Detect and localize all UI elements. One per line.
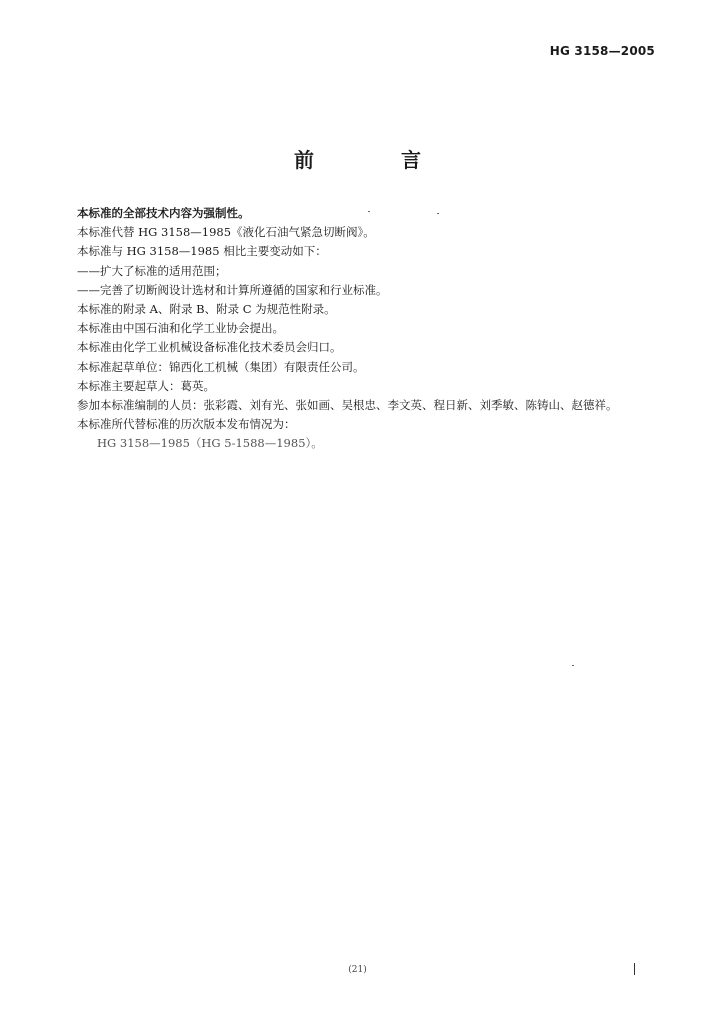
foreword-body xyxy=(77,204,667,453)
paragraph-drafting-unit: 本标准起草单位：锦西化工机械（集团）有限责任公司。 xyxy=(77,359,365,374)
paragraph-replaces: 本标准代替 HG 3158—1985《液化石油气紧急切断阀》。 xyxy=(77,225,375,240)
paragraph-history-intro: 本标准所代替标准的历次版本发布情况为： xyxy=(77,417,296,432)
standard-number: HG 3158—2005 xyxy=(549,44,655,58)
paragraph-centralized-by: 本标准由化学工业机械设备标准化技术委员会归口。 xyxy=(77,340,342,355)
paragraph-participants: 参加本标准编制的人员：张彩霞、刘有光、张如画、吴根忠、李文英、程日新、刘季敏、陈铸山、赵德祥。 xyxy=(77,397,618,412)
page-number: (21) xyxy=(348,965,367,975)
paragraph-changes-intro: 本标准与 HG 3158—1985 相比主要变动如下： xyxy=(77,244,327,259)
scan-speck xyxy=(368,211,370,212)
paragraph-history-version: HG 3158—1985（HG 5-1588—1985）。 xyxy=(97,436,323,451)
paragraph-main-drafter: 本标准主要起草人：葛英。 xyxy=(77,378,215,393)
paragraph-mandatory: 本标准的全部技术内容为强制性。 xyxy=(77,206,250,220)
paragraph-proposed-by: 本标准由中国石油和化学工业协会提出。 xyxy=(77,321,284,336)
margin-mark xyxy=(634,963,635,975)
scan-speck xyxy=(437,213,439,214)
scan-speck xyxy=(572,665,574,666)
page-title: 前 言 xyxy=(294,148,461,172)
paragraph-appendices: 本标准的附录 A、附录 B、附录 C 为规范性附录。 xyxy=(77,301,336,316)
paragraph-change-standards: ——完善了切断阀设计选材和计算所遵循的国家和行业标准。 xyxy=(77,282,388,297)
paragraph-change-scope: ——扩大了标准的适用范围； xyxy=(77,263,227,278)
